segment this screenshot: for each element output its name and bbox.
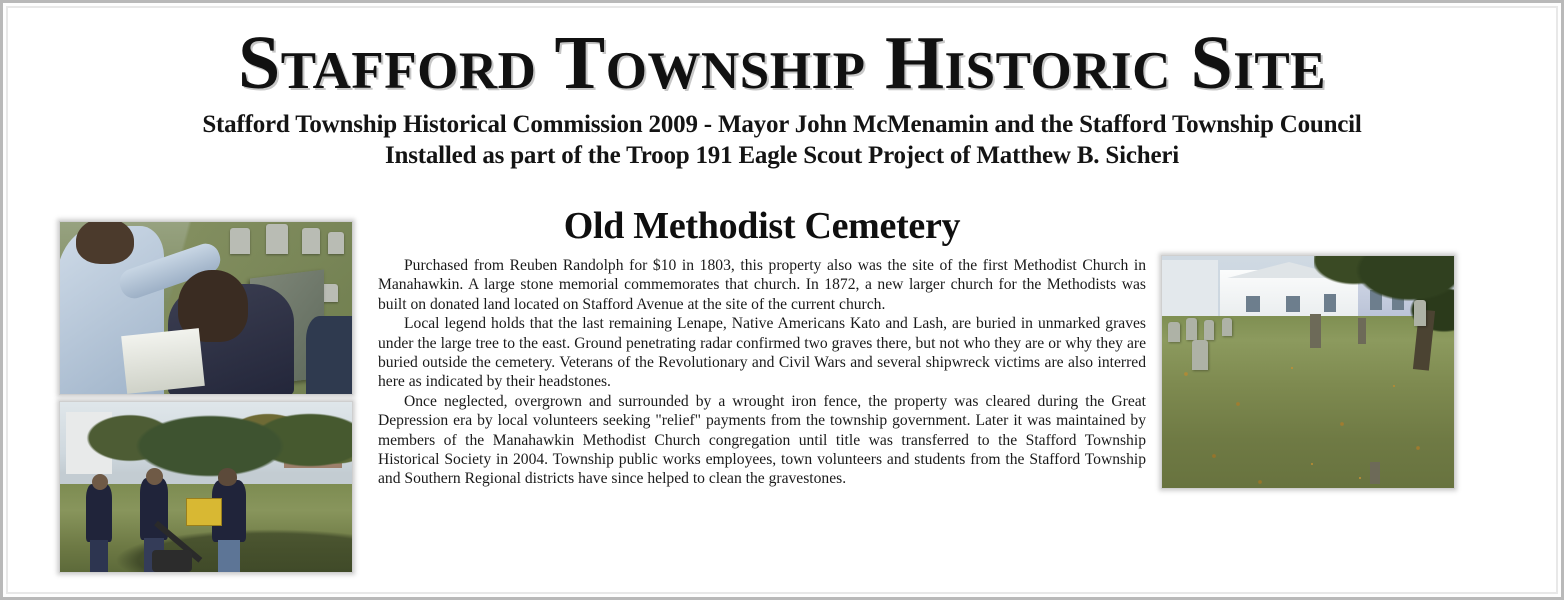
photo3-window <box>1286 296 1300 312</box>
photo3-grave-post <box>1310 314 1321 348</box>
main-text-column <box>378 204 1146 489</box>
sign-header <box>8 8 1556 170</box>
photo1-foreground-figure <box>306 316 352 394</box>
photo2-person-head <box>92 474 108 490</box>
body-paragraph-1: Purchased from Reuben Randolph for $10 in 1803, this property also was the site of the first Methodist Church in Manahawkin. A large stone memorial commemorates that church. In 1872, a new larger church for the Methodists was built on donated land located on Stafford Avenue at the site of the current church. <box>378 257 1146 313</box>
body-paragraph-3: Once neglected, overgrown and surrounded by a wrought iron fence, the property was cleared during the Great Depression era by local volunteers seeking "relief" payments from the township government. Later it was maintained by members of the Manahawkin Methodist Church congregation until title was transferred to the Stafford Township Historical Society in 2004. Township public works employees, town volunteers and students from the Stafford Township and Southern Regional districts have since helped to clean the gravestones. <box>378 392 1146 488</box>
sign-inner-panel <box>6 6 1558 594</box>
photo2-radar-cart <box>152 550 192 572</box>
photo3-neighbor-house <box>1162 260 1218 318</box>
photo3-grave-post <box>1358 318 1366 344</box>
photo1-headstone <box>266 224 288 254</box>
photo3-headstone <box>1414 300 1426 326</box>
section-title: Old Methodist Cemetery <box>563 205 961 247</box>
photo-cemetery-grounds <box>1161 255 1455 489</box>
photo3-fallen-leaves <box>1162 352 1454 488</box>
photo2-person-legs <box>218 540 240 573</box>
photo3-headstone <box>1222 318 1232 336</box>
body-paragraph-2: Local legend holds that the last remaining Lenape, Native Americans Kato and Lash, are buried in unmarked graves under the large tree to the east. Ground penetrating radar confirmed two graves there, but not who they are or why they are buried outside the cemetery. Veterans of the Revolutionary and Civil Wars and several shipwreck victims are also interred here as indicated by their headstones. <box>378 315 1146 391</box>
photo1-cleaning-cloth <box>121 328 205 394</box>
photo2-person <box>86 484 112 542</box>
photo-volunteers-cleaning-gravestones <box>59 221 353 395</box>
photo2-person-head <box>218 468 237 486</box>
photo1-person-head <box>76 221 134 264</box>
photo3-headstone <box>1168 322 1180 342</box>
photo3-headstone <box>1186 318 1197 340</box>
photo3-headstone <box>1204 320 1214 340</box>
page-title: Stafford Township Historic Site <box>237 21 1327 105</box>
photo-ground-penetrating-radar-survey <box>59 401 353 573</box>
photo1-headstone <box>230 228 250 254</box>
photo3-grave-post <box>1370 462 1380 484</box>
photo3-headstone <box>1192 340 1208 370</box>
subtitle-line-1: Stafford Township Historical Commission 2009 - Mayor John McMenamin and the Stafford Township Council <box>202 111 1362 138</box>
subtitle-line-2: Installed as part of the Troop 191 Eagle Scout Project of Matthew B. Sicheri <box>385 142 1179 169</box>
photo2-person-legs <box>90 540 108 573</box>
photo2-radar-display-box <box>186 498 222 526</box>
photo1-headstone <box>302 228 320 254</box>
photo3-window <box>1246 296 1260 312</box>
photo2-person-head <box>146 468 163 485</box>
photo1-headstone <box>328 232 344 254</box>
